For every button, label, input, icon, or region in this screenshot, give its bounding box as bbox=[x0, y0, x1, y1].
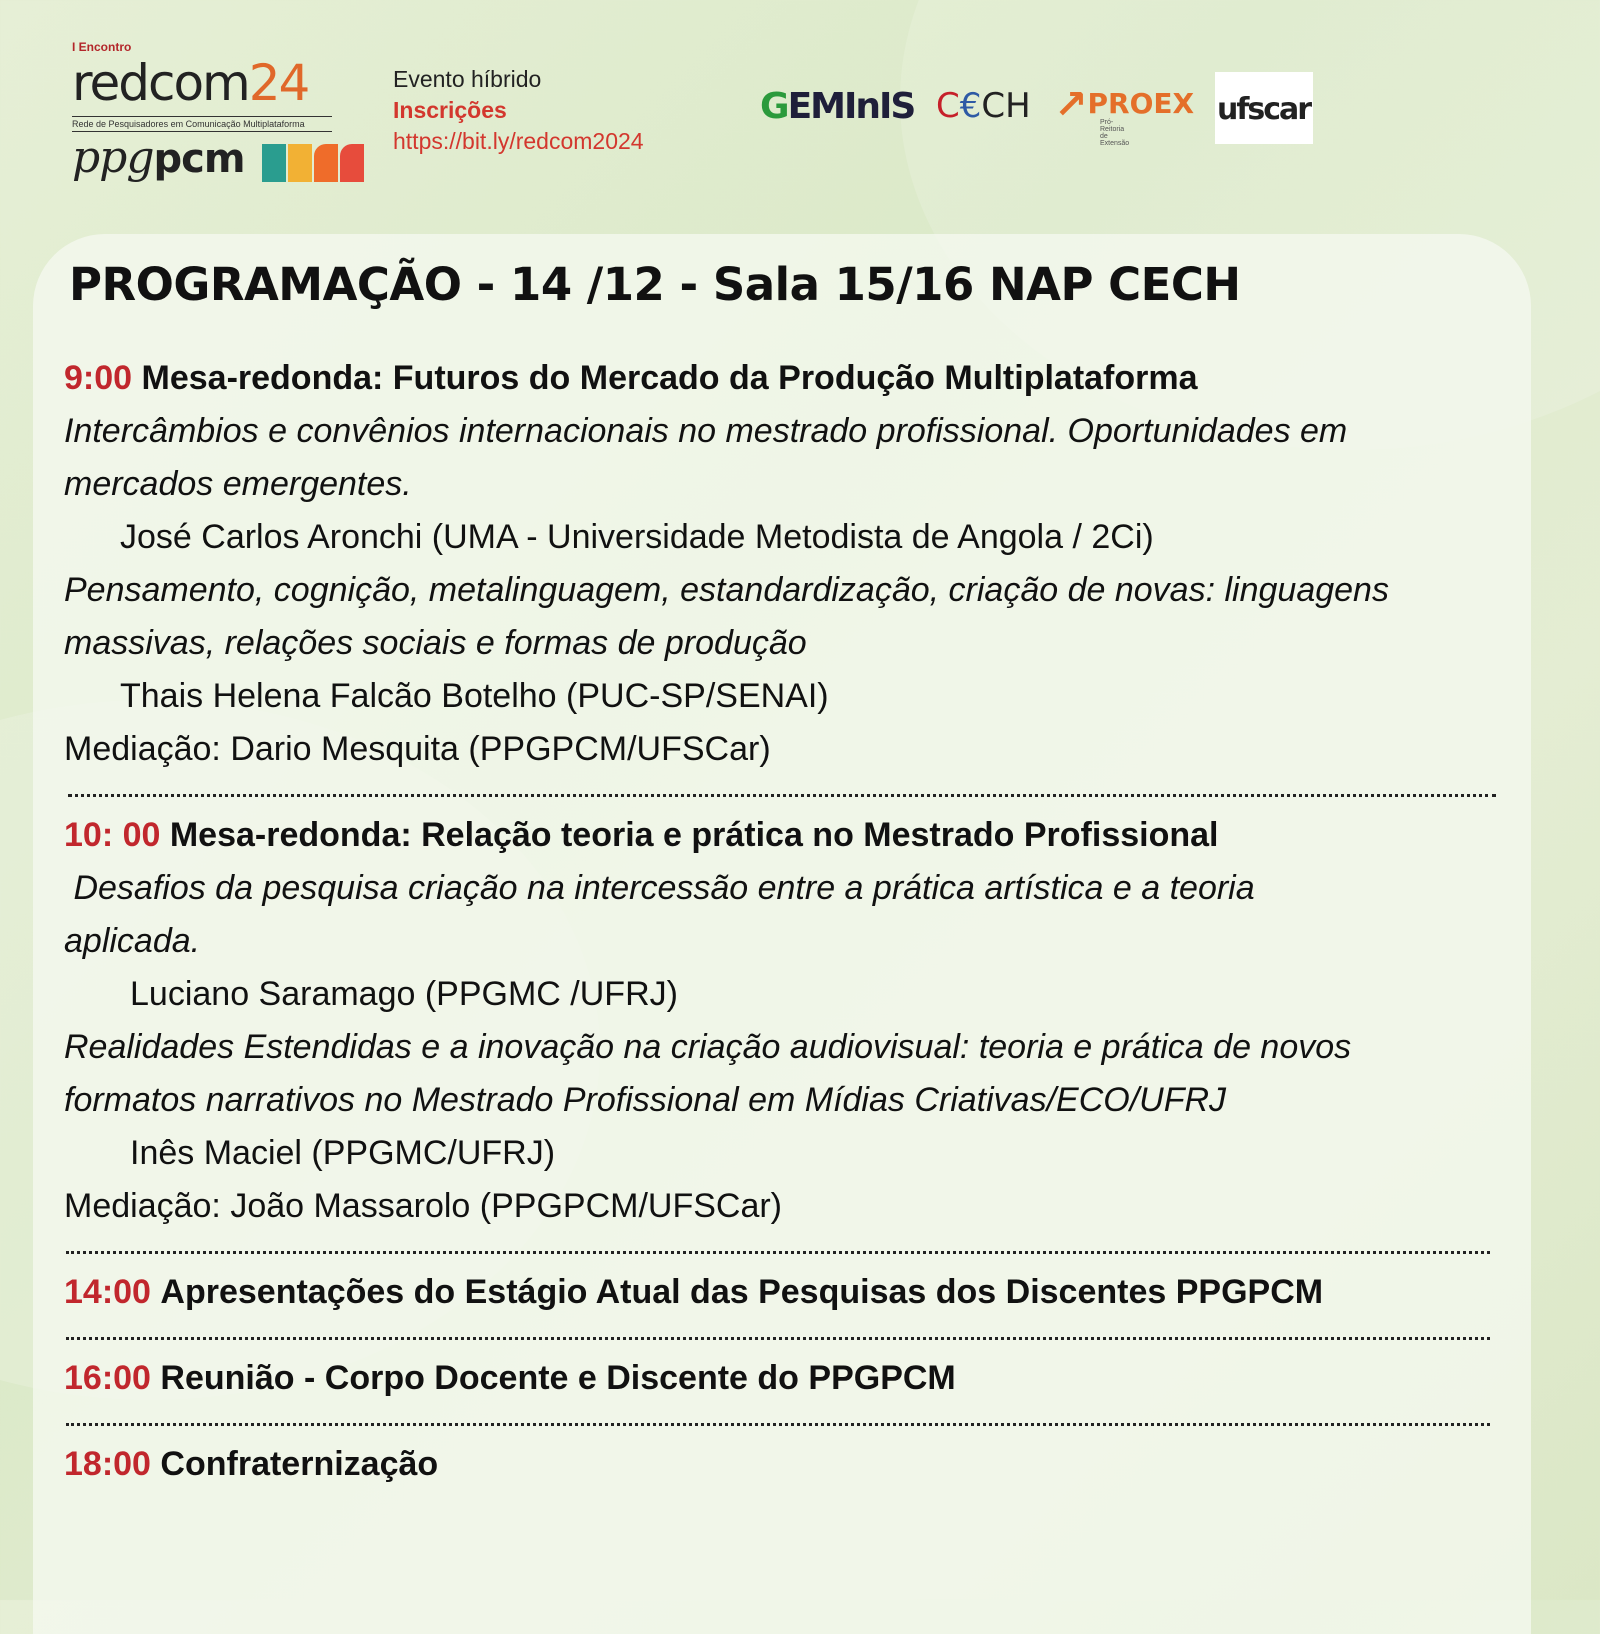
schedule-time: 16:00 bbox=[64, 1359, 151, 1397]
event-info bbox=[393, 64, 644, 157]
talk-title: aplicada. bbox=[64, 922, 201, 960]
schedule bbox=[64, 352, 1524, 1491]
speaker: José Carlos Aronchi (UMA - Universidade Metodista de Angola / 2Ci) bbox=[120, 518, 1154, 556]
schedule-item-header bbox=[64, 809, 1524, 862]
mediation: Mediação: Dario Mesquita (PPGPCM/UFSCar) bbox=[64, 730, 771, 768]
cech-logo: C€CH bbox=[936, 86, 1031, 126]
event-type: Evento híbrido bbox=[393, 66, 542, 92]
redcom-logo bbox=[72, 40, 342, 190]
schedule-time: 14:00 bbox=[64, 1273, 151, 1311]
talk-title: Realidades Estendidas e a inovação na criação audiovisual: teoria e prática de novos bbox=[64, 1028, 1352, 1066]
talk-title: formatos narrativos no Mestrado Profissional em Mídias Criativas/ECO/UFRJ bbox=[64, 1081, 1227, 1119]
schedule-title: Reunião - Corpo Docente e Discente do PPGPCM bbox=[160, 1359, 956, 1397]
proex-logo: ↗PROEX bbox=[1054, 82, 1195, 128]
ppgpcm-color-blocks bbox=[262, 144, 364, 182]
schedule-item-header bbox=[64, 1438, 1524, 1491]
schedule-title: Mesa-redonda: Futuros do Mercado da Produção Multiplataforma bbox=[141, 359, 1198, 397]
speaker: Luciano Saramago (PPGMC /UFRJ) bbox=[130, 975, 678, 1013]
talk-title: Desafios da pesquisa criação na intercessão entre a prática artística e a teoria bbox=[64, 869, 1255, 907]
schedule-item-header bbox=[64, 1352, 1524, 1405]
dotted-divider bbox=[66, 1251, 1490, 1254]
speaker: Inês Maciel (PPGMC/UFRJ) bbox=[130, 1134, 556, 1172]
registration-label: Inscrições bbox=[393, 97, 507, 123]
logo-wordmark: redcom24 bbox=[72, 54, 309, 112]
ppgpcm-logo: ppgpcm bbox=[72, 132, 245, 183]
proex-subtitle: Pró-Reitoria de Extensão bbox=[1100, 119, 1130, 147]
ufscar-logo: ufscar bbox=[1215, 72, 1313, 144]
talk-title: mercados emergentes. bbox=[64, 465, 412, 503]
schedule-time: 9:00 bbox=[64, 359, 133, 397]
mediation: Mediação: João Massarolo (PPGPCM/UFSCar) bbox=[64, 1187, 783, 1225]
dotted-divider bbox=[66, 1337, 1490, 1340]
header bbox=[0, 0, 1600, 230]
schedule-title: Confraternização bbox=[160, 1445, 439, 1483]
logo-encontro-label: I Encontro bbox=[72, 40, 132, 54]
talk-title: Pensamento, cognição, metalinguagem, estandardização, criação de novas: linguagens bbox=[64, 571, 1389, 609]
schedule-time: 10: 00 bbox=[64, 816, 161, 854]
logo-tagline: Rede de Pesquisadores em Comunicação Multiplataforma bbox=[72, 116, 332, 132]
talk-title: massivas, relações sociais e formas de produção bbox=[64, 624, 807, 662]
schedule-title: Apresentações do Estágio Atual das Pesquisas dos Discentes PPGPCM bbox=[160, 1273, 1324, 1311]
schedule-item-header bbox=[64, 1266, 1524, 1319]
dotted-divider bbox=[68, 794, 1496, 797]
proex-arrow-icon: ↗ bbox=[1054, 82, 1088, 128]
dotted-divider bbox=[66, 1423, 1490, 1426]
registration-link[interactable]: https://bit.ly/redcom2024 bbox=[393, 128, 644, 154]
geminis-logo: GEMInIS bbox=[760, 86, 915, 127]
schedule-title: Mesa-redonda: Relação teoria e prática no Mestrado Profissional bbox=[169, 816, 1219, 854]
speaker: Thais Helena Falcão Botelho (PUC-SP/SENAI) bbox=[120, 677, 829, 715]
schedule-item-header bbox=[64, 352, 1524, 405]
schedule-time: 18:00 bbox=[64, 1445, 151, 1483]
page-title: PROGRAMAÇÃO - 14 /12 - Sala 15/16 NAP CECH bbox=[69, 258, 1241, 311]
talk-title: Intercâmbios e convênios internacionais no mestrado profissional. Oportunidades em bbox=[64, 412, 1348, 450]
